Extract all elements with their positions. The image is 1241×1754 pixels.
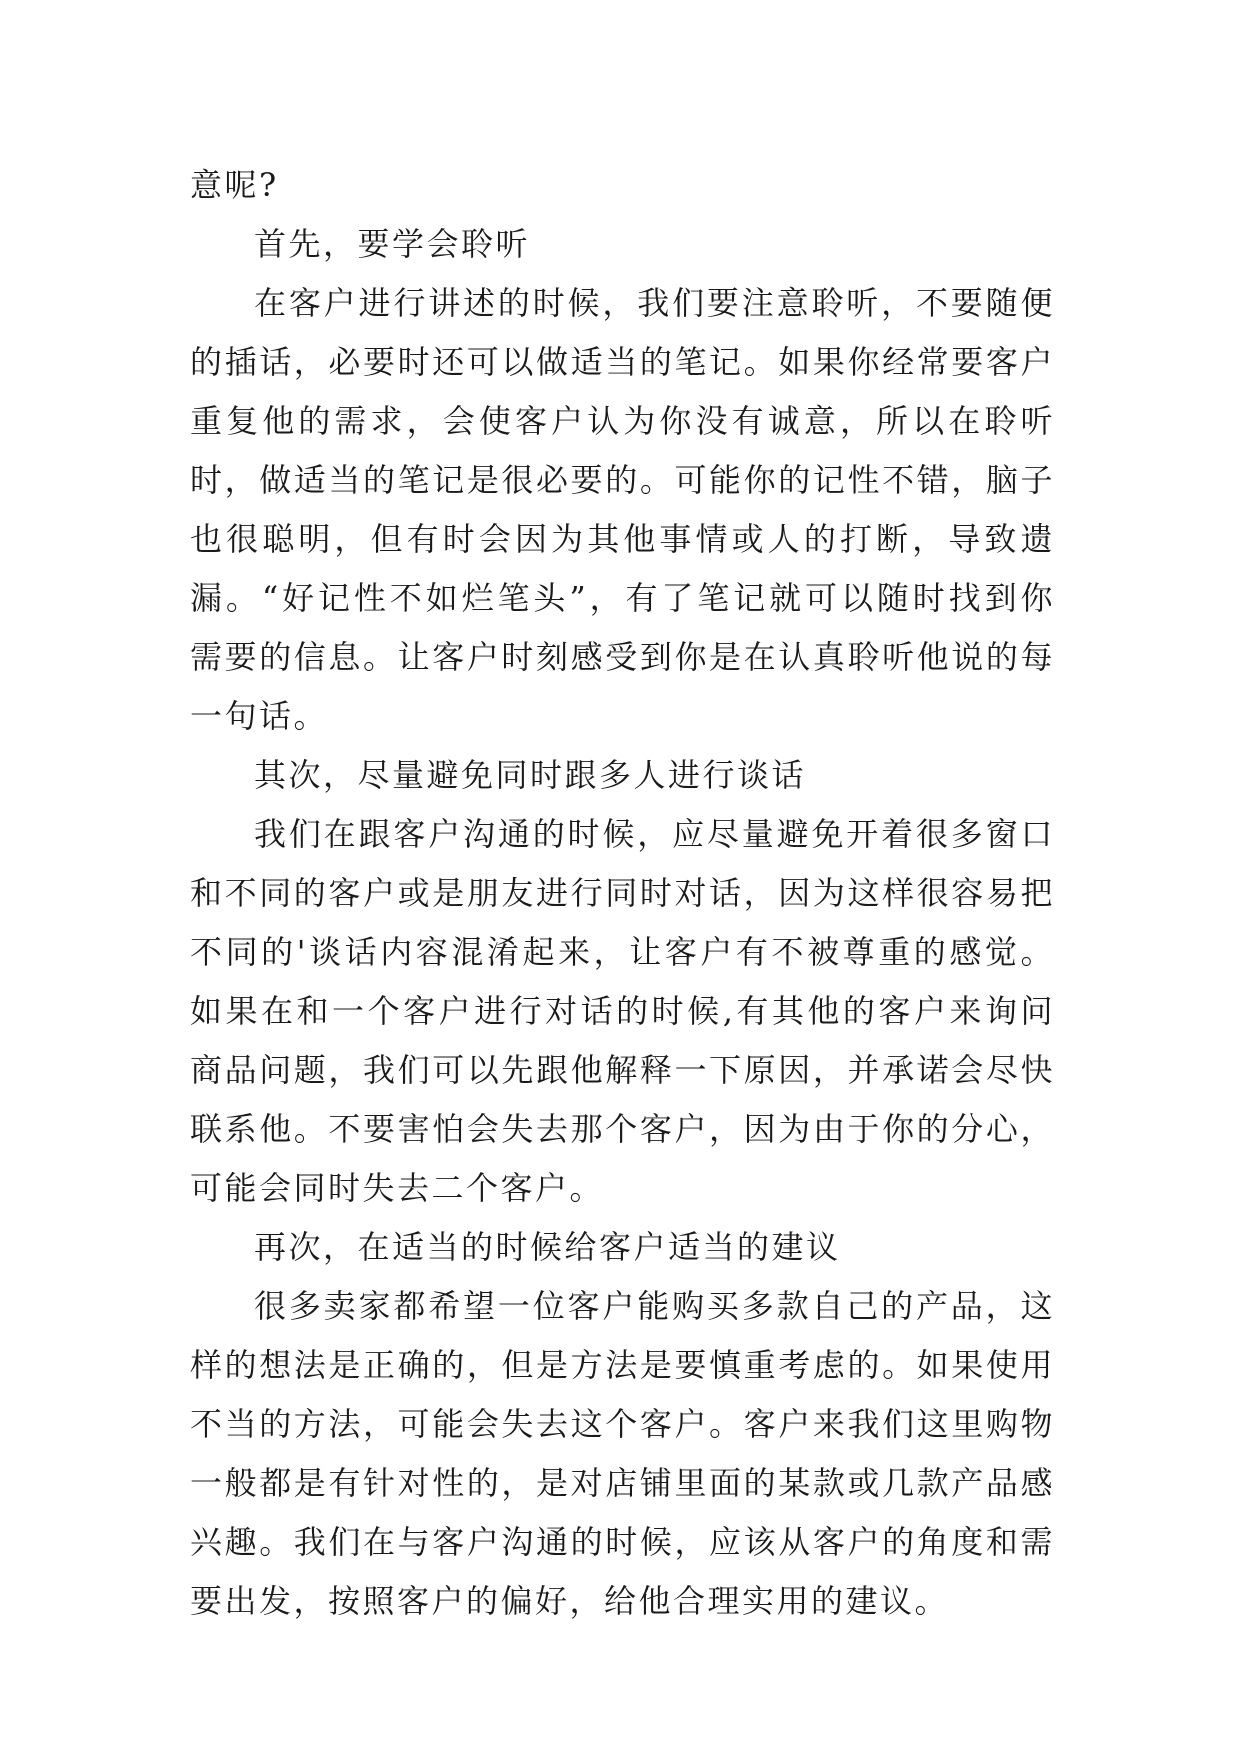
paragraph-avoid-multi-talk: 我们在跟客户沟通的时候，应尽量避免开着很多窗口和不同的客户或是朋友进行同时对话，因为这样很容易把不同的'谈话内容混淆起来，让客户有不被尊重的感觉。如果在和一个客户进行对话的时候,有其他的客户来询问商品问题，我们可以先跟他解释一下原因，并承诺会尽快联系他。不要害怕会失去那个客户，因为由于你的分心，可能会同时失去二个客户。 xyxy=(190,815,1055,1207)
document-body xyxy=(190,156,1055,1631)
section-heading-listen: 首先，要学会聆听 xyxy=(254,225,531,263)
section-heading-avoid-multi-talk: 其次，尽量避免同时跟多人进行谈话 xyxy=(254,756,807,794)
paragraph-suggestions: 很多卖家都希望一位客户能购买多款自己的产品，这样的想法是正确的，但是方法是要慎重考虑的。如果使用不当的方法，可能会失去这个客户。客户来我们这里购物一般都是有针对性的，是对店铺里面的某款或几款产品感兴趣。我们在与客户沟通的时候，应该从客户的角度和需要出发，按照客户的偏好，给他合理实用的建议。 xyxy=(190,1287,1055,1620)
section-heading-suggestions: 再次，在适当的时候给客户适当的建议 xyxy=(254,1228,841,1266)
paragraph-continuation: 意呢? xyxy=(190,166,279,204)
paragraph-listen: 在客户进行讲述的时候，我们要注意聆听，不要随便的插话，必要时还可以做适当的笔记。如果你经常要客户重复他的需求，会使客户认为你没有诚意，所以在聆听时，做适当的笔记是很必要的。可能你的记性不错，脑子也很聪明，但有时会因为其他事情或人的打断，导致遗漏。“好记性不如烂笔头”，有了笔记就可以随时找到你需要的信息。让客户时刻感受到你是在认真聆听他说的每一句话。 xyxy=(190,284,1055,735)
